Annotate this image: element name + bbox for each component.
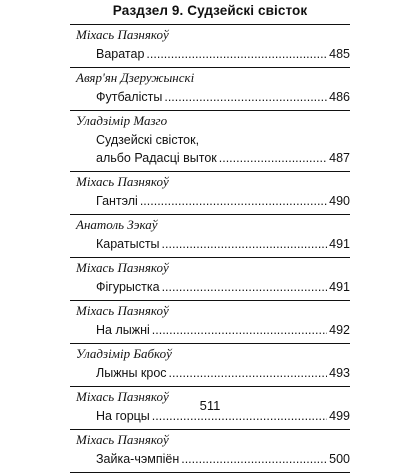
dot-leader <box>140 192 327 210</box>
entry-title: На горцы <box>96 409 150 423</box>
entry-title-line <box>96 45 350 63</box>
entry-title: Варатар <box>96 47 145 61</box>
entry-page-number: 492 <box>329 323 350 337</box>
toc-entry <box>70 45 350 67</box>
toc-entry <box>70 131 350 171</box>
entry-title-line <box>96 149 350 167</box>
toc-entry-group <box>70 429 350 473</box>
dot-leader <box>162 278 328 296</box>
author-name: Авяр'ян Дзеружынскі <box>76 70 195 85</box>
entry-title: Гантэлі <box>96 194 138 208</box>
author-name: Міхась Пазнякоў <box>76 432 169 447</box>
toc-entry <box>70 321 350 343</box>
entry-title-line <box>96 450 350 468</box>
entry-page-number: 500 <box>329 452 350 466</box>
entry-page-number: 499 <box>329 409 350 423</box>
toc-entry-group <box>70 171 350 214</box>
author-name: Міхась Пазнякоў <box>76 303 169 318</box>
section-title: Раздзел 9. Судзейскі свісток <box>112 3 308 18</box>
dot-leader <box>219 149 327 167</box>
entry-title-line <box>96 278 350 296</box>
dot-leader <box>164 88 327 106</box>
dot-leader <box>162 235 328 253</box>
entry-title: Судзейскі свісток, <box>96 133 200 147</box>
dot-leader <box>169 364 328 382</box>
entry-page-number: 487 <box>329 151 350 165</box>
toc-entry <box>70 450 350 472</box>
entry-title-line <box>96 192 350 210</box>
author-name: Міхась Пазнякоў <box>76 260 169 275</box>
entry-title: Каратысты <box>96 237 160 251</box>
entry-page-number: 493 <box>329 366 350 380</box>
toc-entry-group <box>70 257 350 300</box>
entry-title-line <box>96 321 350 339</box>
toc-entry-group <box>70 214 350 257</box>
toc-entry <box>70 235 350 257</box>
toc-entry-group <box>70 24 350 67</box>
author-name: Уладзімір Бабкоў <box>76 346 172 361</box>
dot-leader <box>146 45 327 63</box>
page-number: 511 <box>199 398 221 413</box>
entry-title: На лыжні <box>96 323 150 337</box>
entry-page-number: 491 <box>329 280 350 294</box>
entry-page-number: 485 <box>329 47 350 61</box>
author-name: Анатоль Зэкаў <box>76 217 158 232</box>
entry-title-line <box>96 235 350 253</box>
entry-title: Футбалісты <box>96 90 163 104</box>
author-name: Міхась Пазнякоў <box>76 174 169 189</box>
toc-entry-group <box>70 300 350 343</box>
entry-page-number: 490 <box>329 194 350 208</box>
entry-title-line <box>96 364 350 382</box>
toc-entry-group <box>70 343 350 386</box>
toc-entry-group <box>70 110 350 171</box>
toc-entry <box>70 278 350 300</box>
toc-entry <box>70 192 350 214</box>
entry-title: альбо Радасці выток <box>96 151 217 165</box>
toc-entry <box>70 88 350 110</box>
entry-title: Фігурыстка <box>96 280 160 294</box>
dot-leader <box>181 450 327 468</box>
entry-page-number: 491 <box>329 237 350 251</box>
toc-entry <box>70 364 350 386</box>
author-name: Уладзімір Мазго <box>76 113 168 128</box>
entry-title-line <box>96 131 350 149</box>
dot-leader <box>152 321 327 339</box>
author-name: Міхась Пазнякоў <box>76 389 169 404</box>
entry-page-number: 486 <box>329 90 350 104</box>
author-name: Міхась Пазнякоў <box>76 27 169 42</box>
entry-title: Лыжны крос <box>96 366 167 380</box>
entry-title: Зайка-чэмпіён <box>96 452 180 466</box>
toc-entry-group <box>70 67 350 110</box>
entry-title-line <box>96 88 350 106</box>
